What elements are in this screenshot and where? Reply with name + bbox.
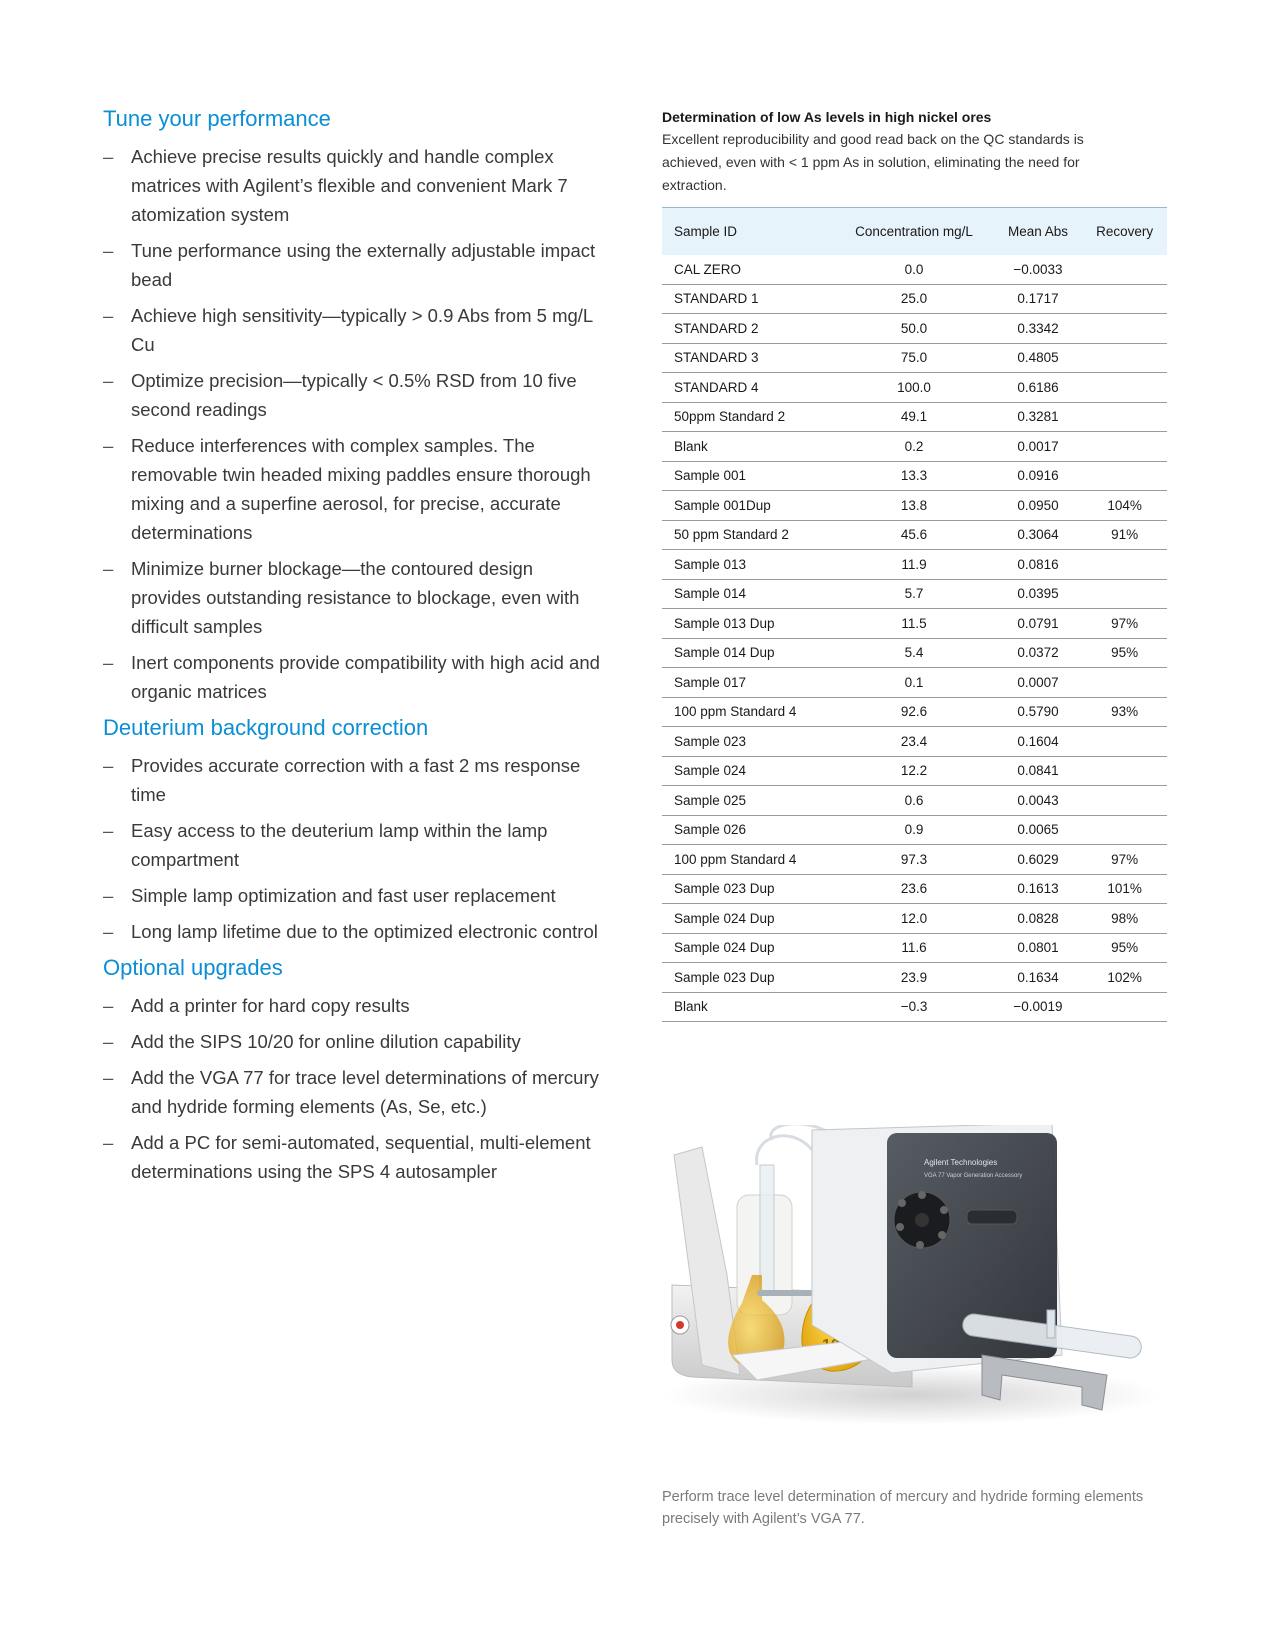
cell-concentration: 11.9	[834, 550, 993, 580]
cell-mean-abs: −0.0033	[994, 255, 1082, 284]
feature-column	[103, 104, 603, 1193]
cell-recovery	[1082, 255, 1167, 284]
cell-concentration: 25.0	[834, 284, 993, 314]
brand-label: Agilent Technologies	[924, 1158, 998, 1167]
bullet-text: Simple lamp optimization and fast user replacement	[131, 885, 556, 906]
table-row	[662, 638, 1167, 668]
cell-sample-id: STANDARD 4	[662, 373, 834, 403]
cell-mean-abs: 0.0791	[994, 609, 1082, 639]
bullet-text: Minimize burner blockage—the contoured design provides outstanding resistance to blockage, even with difficult samples	[131, 558, 580, 637]
dash-marker: –	[103, 558, 114, 579]
table-row	[662, 963, 1167, 993]
column-header-mean-abs: Mean Abs	[1007, 224, 1068, 239]
bullet-item	[103, 1027, 603, 1056]
cell-sample-id: CAL ZERO	[662, 255, 834, 284]
cell-recovery	[1082, 815, 1167, 845]
vga77-product-photo	[662, 1125, 1182, 1455]
cell-concentration: 49.1	[834, 402, 993, 432]
cell-concentration: 92.6	[834, 697, 993, 727]
pump-roller	[916, 1241, 924, 1249]
bullet-item	[103, 366, 603, 424]
red-knob-center	[676, 1321, 684, 1329]
table-row	[662, 933, 1167, 963]
bullet-item	[103, 301, 603, 359]
table-header-row	[662, 208, 1167, 256]
cell-sample-id: Sample 013 Dup	[662, 609, 834, 639]
bullet-text: Reduce interferences with complex samples. The removable twin headed mixing paddles ensure thorough mixing and a superfine aerosol, for precise, accurate determinations	[131, 435, 591, 543]
bullet-item	[103, 991, 603, 1020]
cell-sample-id: Sample 001	[662, 461, 834, 491]
cell-concentration: 75.0	[834, 343, 993, 373]
dash-marker: –	[103, 921, 114, 942]
cell-concentration: 13.3	[834, 461, 993, 491]
dash-marker: –	[103, 1132, 114, 1153]
cell-recovery	[1082, 432, 1167, 462]
cell-recovery: 101%	[1082, 874, 1167, 904]
cell-concentration: 45.6	[834, 520, 993, 550]
cell-sample-id: 50ppm Standard 2	[662, 402, 834, 432]
cell-recovery	[1082, 786, 1167, 816]
table-row	[662, 697, 1167, 727]
cell-mean-abs: 0.0372	[994, 638, 1082, 668]
cell-sample-id: Sample 024 Dup	[662, 904, 834, 934]
bullet-text: Achieve precise results quickly and handle complex matrices with Agilent’s flexible and convenient Mark 7 atomization system	[131, 146, 568, 225]
table-row	[662, 668, 1167, 698]
bullet-item	[103, 1063, 603, 1121]
table-row	[662, 874, 1167, 904]
cell-recovery	[1082, 461, 1167, 491]
table-body	[662, 255, 1167, 1022]
cell-concentration: 5.7	[834, 579, 993, 609]
section-tune-performance	[103, 104, 603, 706]
cell-mean-abs: 0.0065	[994, 815, 1082, 845]
glass-column	[760, 1165, 774, 1295]
table-row	[662, 579, 1167, 609]
cell-sample-id: Blank	[662, 432, 834, 462]
cell-mean-abs: 0.0816	[994, 550, 1082, 580]
cell-concentration: 23.9	[834, 963, 993, 993]
table-row	[662, 845, 1167, 875]
bullet-item	[103, 917, 603, 946]
table-row	[662, 343, 1167, 373]
cell-mean-abs: 0.0916	[994, 461, 1082, 491]
bullet-item	[103, 648, 603, 706]
cell-mean-abs: 0.4805	[994, 343, 1082, 373]
cell-concentration: 0.6	[834, 786, 993, 816]
results-table	[662, 207, 1167, 1022]
bullet-text: Provides accurate correction with a fast 2 ms response time	[131, 755, 581, 805]
cell-concentration: 23.4	[834, 727, 993, 757]
cell-mean-abs: 0.0017	[994, 432, 1082, 462]
table-row	[662, 255, 1167, 284]
cell-recovery	[1082, 550, 1167, 580]
table-row	[662, 904, 1167, 934]
cell-recovery	[1082, 343, 1167, 373]
section-heading: Tune your performance	[103, 106, 331, 131]
bullet-text: Optimize precision—typically < 0.5% RSD from 10 five second readings	[131, 370, 577, 420]
cell-recovery: 97%	[1082, 845, 1167, 875]
table-row	[662, 815, 1167, 845]
table-header	[662, 208, 1167, 256]
dash-marker: –	[103, 370, 114, 391]
cell-recovery	[1082, 579, 1167, 609]
cell-mean-abs: 0.0007	[994, 668, 1082, 698]
cell-concentration: 50.0	[834, 314, 993, 344]
table-row	[662, 461, 1167, 491]
cell-concentration: 11.5	[834, 609, 993, 639]
bullet-item	[103, 142, 603, 229]
cell-sample-id: STANDARD 3	[662, 343, 834, 373]
dash-marker: –	[103, 652, 114, 673]
table-row	[662, 727, 1167, 757]
cell-concentration: 97.3	[834, 845, 993, 875]
cell-recovery: 97%	[1082, 609, 1167, 639]
cell-recovery: 91%	[1082, 520, 1167, 550]
table-row	[662, 520, 1167, 550]
quartz-cell-inlet	[1047, 1310, 1055, 1338]
dash-marker: –	[103, 1031, 114, 1052]
cell-concentration: 23.6	[834, 874, 993, 904]
cell-concentration: 12.0	[834, 904, 993, 934]
bullet-item	[103, 554, 603, 641]
cell-concentration: 11.6	[834, 933, 993, 963]
cell-mean-abs: 0.3064	[994, 520, 1082, 550]
cell-concentration: −0.3	[834, 992, 993, 1022]
cell-sample-id: Sample 023 Dup	[662, 963, 834, 993]
cell-recovery	[1082, 756, 1167, 786]
cell-concentration: 0.1	[834, 668, 993, 698]
cell-sample-id: Sample 024 Dup	[662, 933, 834, 963]
pump-roller	[896, 1223, 904, 1231]
bullet-text: Tune performance using the externally adjustable impact bead	[131, 240, 596, 290]
cell-recovery	[1082, 992, 1167, 1022]
vga77-illustration	[662, 1125, 1182, 1455]
cell-sample-id: Sample 023 Dup	[662, 874, 834, 904]
bullet-item	[103, 431, 603, 547]
cell-mean-abs: 0.0950	[994, 491, 1082, 521]
bullet-item	[103, 1128, 603, 1186]
cell-recovery: 95%	[1082, 638, 1167, 668]
bullet-text: Add the VGA 77 for trace level determinations of mercury and hydride forming elements (As, Se, etc.)	[131, 1067, 599, 1117]
figure-caption: Perform trace level determination of mercury and hydride forming elements precisely with Agilent’s VGA 77.	[662, 1489, 1144, 1527]
cell-mean-abs: 0.3281	[994, 402, 1082, 432]
dash-marker: –	[103, 820, 114, 841]
section-optional-upgrades	[103, 953, 603, 1186]
section-heading: Optional upgrades	[103, 955, 283, 980]
column-header-recovery: Recovery	[1096, 224, 1154, 239]
cell-mean-abs: 0.0841	[994, 756, 1082, 786]
dash-marker: –	[103, 240, 114, 261]
cell-sample-id: 50 ppm Standard 2	[662, 520, 834, 550]
dash-marker: –	[103, 755, 114, 776]
cell-recovery: 98%	[1082, 904, 1167, 934]
bullet-text: Add the SIPS 10/20 for online dilution capability	[131, 1031, 521, 1052]
results-column	[662, 106, 1167, 1022]
column-header-concentration: Concentration mg/L	[855, 224, 973, 239]
cell-recovery	[1082, 314, 1167, 344]
section-deuterium-correction	[103, 713, 603, 946]
cell-sample-id: STANDARD 1	[662, 284, 834, 314]
cell-mean-abs: 0.6029	[994, 845, 1082, 875]
cell-mean-abs: 0.1604	[994, 727, 1082, 757]
pump-roller	[940, 1206, 948, 1214]
cell-mean-abs: 0.5790	[994, 697, 1082, 727]
table-row	[662, 432, 1167, 462]
bullet-item	[103, 751, 603, 809]
table-row	[662, 756, 1167, 786]
dash-marker: –	[103, 1067, 114, 1088]
cell-recovery	[1082, 402, 1167, 432]
cell-mean-abs: 0.6186	[994, 373, 1082, 403]
cell-recovery: 93%	[1082, 697, 1167, 727]
dash-marker: –	[103, 435, 114, 456]
cell-sample-id: Sample 023	[662, 727, 834, 757]
cell-concentration: 100.0	[834, 373, 993, 403]
cell-mean-abs: 0.3342	[994, 314, 1082, 344]
table-description: Excellent reproducibility and good read back on the QC standards is achieved, even with < 1 ppm As in solution, eliminating the need for extraction.	[662, 131, 1084, 193]
table-row	[662, 786, 1167, 816]
cell-concentration: 12.2	[834, 756, 993, 786]
dash-marker: –	[103, 885, 114, 906]
cell-sample-id: Blank	[662, 992, 834, 1022]
cell-mean-abs: 0.1613	[994, 874, 1082, 904]
table-row	[662, 284, 1167, 314]
cell-sample-id: Sample 024	[662, 756, 834, 786]
cell-mean-abs: 0.0828	[994, 904, 1082, 934]
pump-roller	[898, 1199, 906, 1207]
cell-mean-abs: −0.0019	[994, 992, 1082, 1022]
bullet-text: Long lamp lifetime due to the optimized electronic control	[131, 921, 598, 942]
cell-recovery	[1082, 668, 1167, 698]
table-row	[662, 402, 1167, 432]
pump-roller	[938, 1231, 946, 1239]
pump-hub	[915, 1213, 929, 1227]
table-row	[662, 491, 1167, 521]
table-row	[662, 609, 1167, 639]
bullet-text: Inert components provide compatibility with high acid and organic matrices	[131, 652, 600, 702]
column-header-sample-id: Sample ID	[674, 224, 738, 239]
cell-sample-id: 100 ppm Standard 4	[662, 845, 834, 875]
bullet-item	[103, 236, 603, 294]
model-label: VGA 77 Vapor Generation Accessory	[924, 1173, 1023, 1179]
cell-concentration: 5.4	[834, 638, 993, 668]
dash-marker: –	[103, 995, 114, 1016]
cell-concentration: 0.2	[834, 432, 993, 462]
cell-sample-id: Sample 014 Dup	[662, 638, 834, 668]
cell-recovery	[1082, 727, 1167, 757]
pump-lever	[967, 1210, 1017, 1224]
dash-marker: –	[103, 305, 114, 326]
table-row	[662, 373, 1167, 403]
bullet-text: Achieve high sensitivity—typically > 0.9 Abs from 5 mg/L Cu	[131, 305, 593, 355]
cell-sample-id: Sample 025	[662, 786, 834, 816]
table-title: Determination of low As levels in high nickel ores	[662, 109, 992, 125]
cell-sample-id: 100 ppm Standard 4	[662, 697, 834, 727]
cell-sample-id: Sample 001Dup	[662, 491, 834, 521]
bullet-text: Add a PC for semi-automated, sequential, multi-element determinations using the SPS 4 autosampler	[131, 1132, 591, 1182]
bullet-text: Easy access to the deuterium lamp within the lamp compartment	[131, 820, 548, 870]
dash-marker: –	[103, 146, 114, 167]
cell-sample-id: Sample 017	[662, 668, 834, 698]
bullet-item	[103, 881, 603, 910]
cell-mean-abs: 0.0801	[994, 933, 1082, 963]
bullet-list	[103, 142, 603, 706]
cell-concentration: 0.9	[834, 815, 993, 845]
cell-recovery	[1082, 284, 1167, 314]
section-heading: Deuterium background correction	[103, 715, 429, 740]
cell-mean-abs: 0.1717	[994, 284, 1082, 314]
cell-mean-abs: 0.0395	[994, 579, 1082, 609]
cell-sample-id: Sample 026	[662, 815, 834, 845]
cell-recovery: 102%	[1082, 963, 1167, 993]
cell-sample-id: Sample 013	[662, 550, 834, 580]
cell-recovery: 104%	[1082, 491, 1167, 521]
tubing	[757, 1136, 812, 1165]
cell-recovery: 95%	[1082, 933, 1167, 963]
bullet-item	[103, 816, 603, 874]
cell-mean-abs: 0.0043	[994, 786, 1082, 816]
cell-sample-id: STANDARD 2	[662, 314, 834, 344]
cell-sample-id: Sample 014	[662, 579, 834, 609]
bullet-list	[103, 751, 603, 946]
bullet-list	[103, 991, 603, 1186]
table-row	[662, 550, 1167, 580]
cell-mean-abs: 0.1634	[994, 963, 1082, 993]
cell-concentration: 13.8	[834, 491, 993, 521]
bullet-text: Add a printer for hard copy results	[131, 995, 410, 1016]
cell-concentration: 0.0	[834, 255, 993, 284]
cell-recovery	[1082, 373, 1167, 403]
table-row	[662, 992, 1167, 1022]
table-row	[662, 314, 1167, 344]
pump-roller	[918, 1191, 926, 1199]
